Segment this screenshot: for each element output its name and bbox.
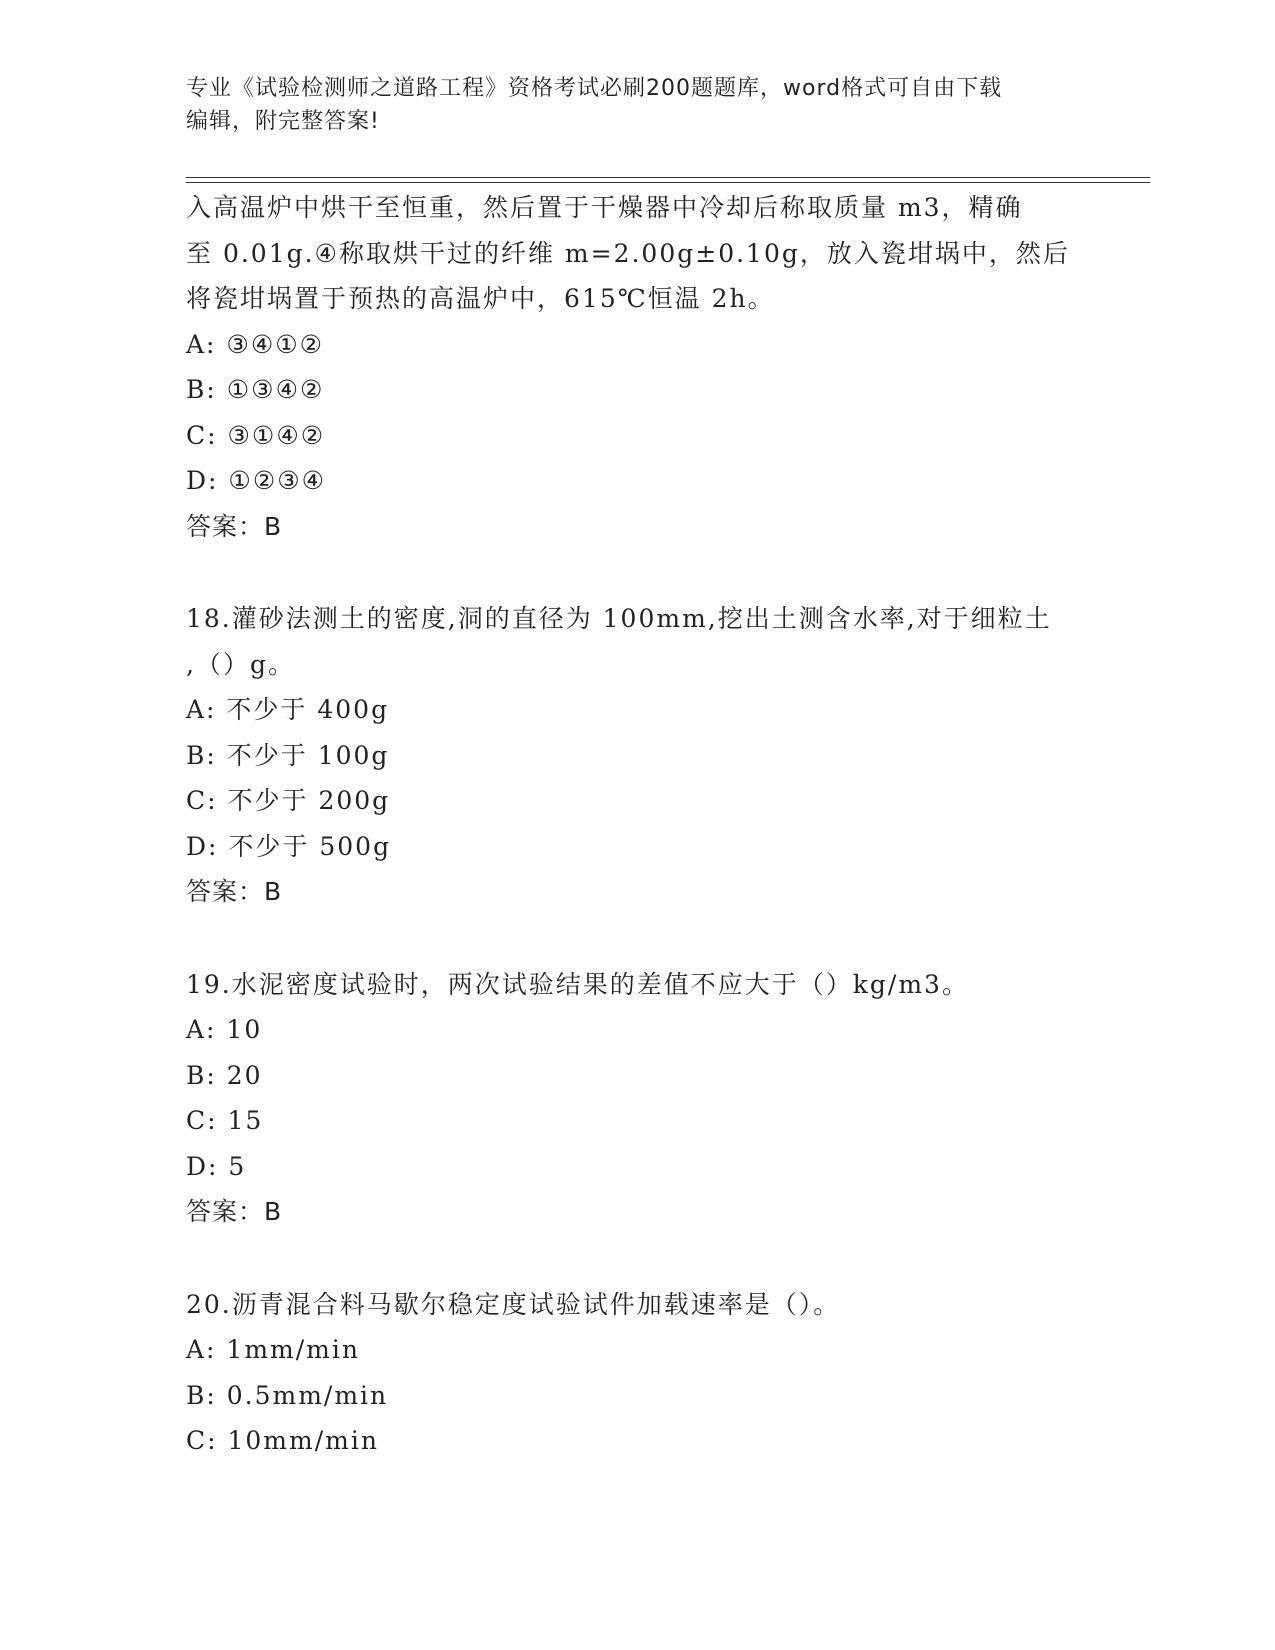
option-d: D: 不少于 500g <box>186 831 392 861</box>
header-line-1: 专业《试验检测师之道路工程》资格考试必刷200题题库，word格式可自由下载 <box>186 76 1003 101</box>
answer-line: 答案：B <box>186 511 283 541</box>
spacer <box>186 915 1106 962</box>
answer-line: 答案：B <box>186 1197 283 1226</box>
question-text-line: 18.灌砂法测土的密度,洞的直径为 100mm,挖出土测含水率,对于细粒土 <box>186 604 1052 633</box>
question-17-continued <box>186 185 1106 549</box>
option-d: D: 5 <box>186 1151 247 1181</box>
document-body <box>186 185 1106 1464</box>
option-b: B: 0.5mm/min <box>186 1380 389 1410</box>
option-a: A: 10 <box>186 1015 263 1044</box>
header-line-2: 编辑，附完整答案! <box>186 109 380 134</box>
spacer <box>186 1235 1106 1282</box>
option-b: B: 20 <box>186 1060 263 1090</box>
option-a: A: ③④①② <box>186 329 325 359</box>
header-divider-bottom <box>186 182 1150 183</box>
option-d: D: ①②③④ <box>186 466 327 495</box>
spacer <box>186 549 1106 596</box>
question-text-line: 将瓷坩埚置于预热的高温炉中，615℃恒温 2h。 <box>186 284 775 313</box>
option-c: C: 15 <box>186 1106 264 1135</box>
question-text-line: 至 0.01g.④称取烘干过的纤维 m=2.00g±0.10g，放入瓷坩埚中，然后 <box>186 238 1070 268</box>
header-divider-top <box>186 177 1150 178</box>
option-b: B: ①③④② <box>186 375 325 404</box>
question-20 <box>186 1282 1106 1464</box>
answer-line: 答案：B <box>186 877 283 906</box>
question-text-line: ,（）g。 <box>186 649 295 679</box>
option-a: A: 不少于 400g <box>186 695 390 724</box>
option-c: C: 10mm/min <box>186 1426 379 1455</box>
option-c: C: ③①④② <box>186 420 326 450</box>
document-header <box>186 72 1086 138</box>
question-text-line: 入高温炉中烘干至恒重，然后置于干燥器中冷却后称取质量 m3，精确 <box>186 193 1023 222</box>
option-b: B: 不少于 100g <box>186 740 390 770</box>
option-a: A: 1mm/min <box>186 1335 360 1364</box>
question-text-line: 19.水泥密度试验时，两次试验结果的差值不应大于（）kg/m3。 <box>186 969 969 999</box>
question-19 <box>186 962 1106 1235</box>
question-18 <box>186 596 1106 915</box>
question-text-line: 20.沥青混合料马歇尔稳定度试验试件加载速率是（）。 <box>186 1289 841 1319</box>
option-c: C: 不少于 200g <box>186 786 391 815</box>
